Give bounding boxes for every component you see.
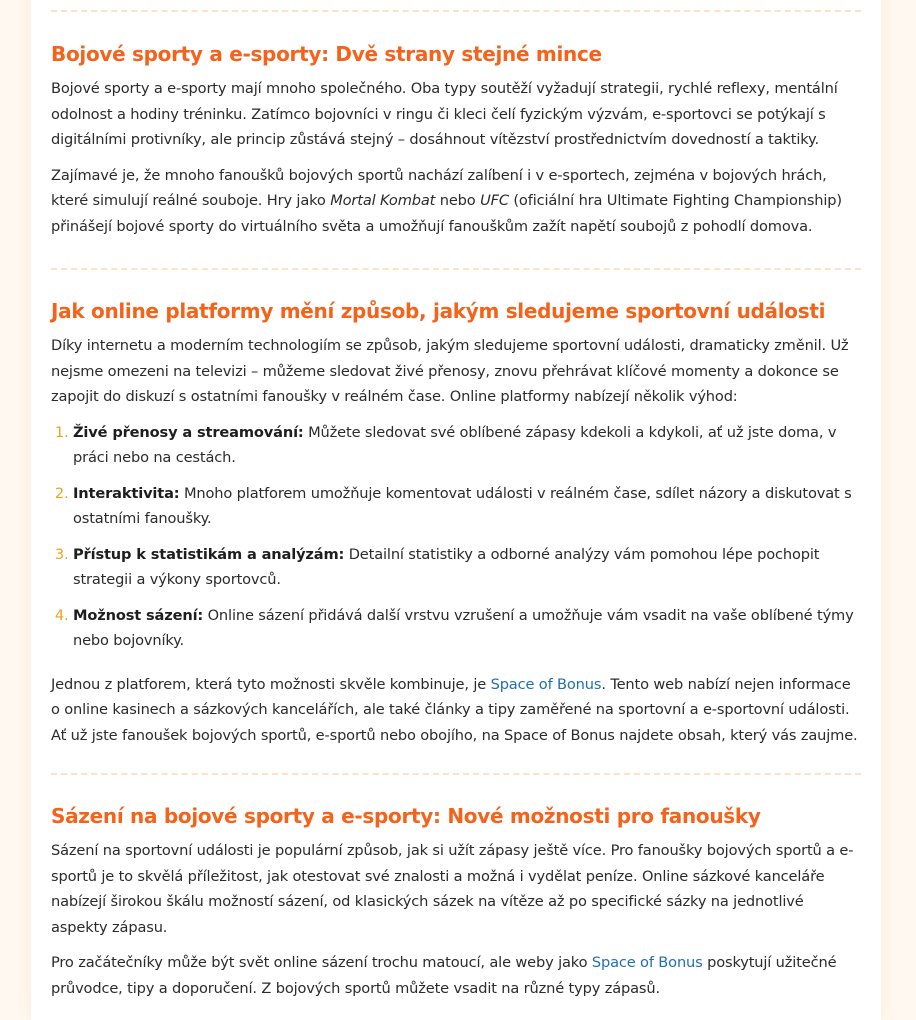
section-title: Sázení na bojové sporty a e-sporty: Nové možnosti pro fanoušky — [51, 804, 761, 828]
paragraph-text: Zajímavé je, že mnoho fanoušků bojových sportů nachází zalíbení i v e-sportech, zejména v bojových hrách, které simulují reálné souboje. Hry jako — [51, 166, 827, 209]
list-item-text: Detailní statistiky a odborné analýzy vám pomohou lépe pochopit strategii a výkony sportovců. — [73, 545, 820, 588]
list-item-label: Přístup k statistikám a analýzám: — [73, 545, 345, 563]
section-betting — [51, 801, 861, 1001]
section-combat-esports — [51, 39, 861, 239]
section-divider — [51, 773, 861, 775]
section-online-platforms — [51, 296, 861, 748]
list-item — [73, 542, 861, 593]
paragraph: Bojové sporty a e-sporty mají mnoho společného. Oba typy soutěží vyžadují strategii, rychlé reflexy, mentální odolnost a hodiny tréninku. Zatímco bojovníci v ringu či kleci čelí fyzickým výzvám, e-sportovci se potýkají s digitálními protivníky, ale princip zůstává stejný – dosáhnout vítězství prostřednictvím dovedností a taktiky. — [51, 80, 838, 148]
article-content — [51, 0, 861, 1001]
paragraph — [51, 163, 861, 240]
section-title: Jak online platformy mění způsob, jakým sledujeme sportovní události — [51, 299, 826, 323]
list-item-label: Možnost sázení: — [73, 606, 204, 624]
list-item — [73, 481, 861, 532]
list-item-text: Můžete sledovat své oblíbené zápasy kdekoli a kdykoli, ať už jste doma, v práci nebo na cestách. — [73, 423, 837, 466]
paragraph — [51, 672, 861, 749]
list-item-text: Mnoho platforem umožňuje komentovat události v reálném čase, sdílet názory a diskutovat s ostatními fanoušky. — [73, 484, 852, 527]
paragraph-text: (oficiální hra Ultimate Fighting Championship) přinášejí bojové sporty do virtuálního světa a umožňují fanouškům zažít napětí soubojů z pohodlí domova. — [51, 192, 842, 235]
section-title: Bojové sporty a e-sporty: Dvě strany stejné mince — [51, 42, 602, 66]
paragraph-text: poskytují užitečné průvodce, tipy a doporučení. Z bojových sportů můžete vsadit na různé typy zápasů. — [51, 954, 837, 997]
list-item-label: Živé přenosy a streamování: — [73, 423, 304, 441]
list-item-label: Interaktivita: — [73, 484, 180, 502]
paragraph-text: . Tento web nabízí nejen informace o online kasinech a sázkových kancelářích, ale také články a tipy zaměřené na sportovní a e-sportovní události. Ať už jste fanoušek bojových sportů, e-sportů nebo obojího, na Space of Bonus najdete obsah, který vás zaujme. — [51, 675, 858, 744]
paragraph — [51, 950, 861, 1001]
game-title-ufc: UFC — [480, 192, 509, 209]
space-of-bonus-link[interactable]: Space of Bonus — [591, 954, 703, 971]
list-item — [73, 420, 861, 471]
section-divider — [51, 10, 861, 12]
paragraph-text: Jednou z platforem, která tyto možnosti skvěle kombinuje, je — [51, 675, 491, 693]
list-item — [73, 603, 861, 654]
advantages-list — [51, 420, 861, 654]
game-title-mortal-kombat: Mortal Kombat — [330, 192, 436, 209]
paragraph-text: Pro začátečníky může být svět online sázení trochu matoucí, ale weby jako — [51, 954, 592, 971]
section-divider — [51, 268, 861, 270]
paragraph-text: nebo — [435, 192, 481, 209]
paragraph: Sázení na sportovní události je populární způsob, jak si užít zápasy ještě více. Pro fanoušky bojových sportů a e-sportů je to skvělá příležitost, jak otestovat své znalosti a možná i vydělat peníze. Online sázkové kanceláře nabízejí širokou škálu možností sázení, od klasických sázek na vítěze až po specifické sázky na jednotlivé aspekty zápasu. — [51, 842, 854, 936]
paragraph: Díky internetu a moderním technologiím se způsob, jakým sledujeme sportovní události, dramaticky změnil. Už nejsme omezeni na televizi – můžeme sledovat živé přenosy, znovu přehrávat klíčové momenty a dokonce se zapojit do diskuzí s ostatními fanoušky v reálném čase. Online platformy nabízejí několik výhod: — [51, 337, 849, 405]
space-of-bonus-link[interactable]: Space of Bonus — [490, 675, 602, 693]
list-item-text: Online sázení přidává další vrstvu vzrušení a umožňuje vám vsadit na vaše oblíbené týmy nebo bojovníky. — [73, 606, 854, 649]
